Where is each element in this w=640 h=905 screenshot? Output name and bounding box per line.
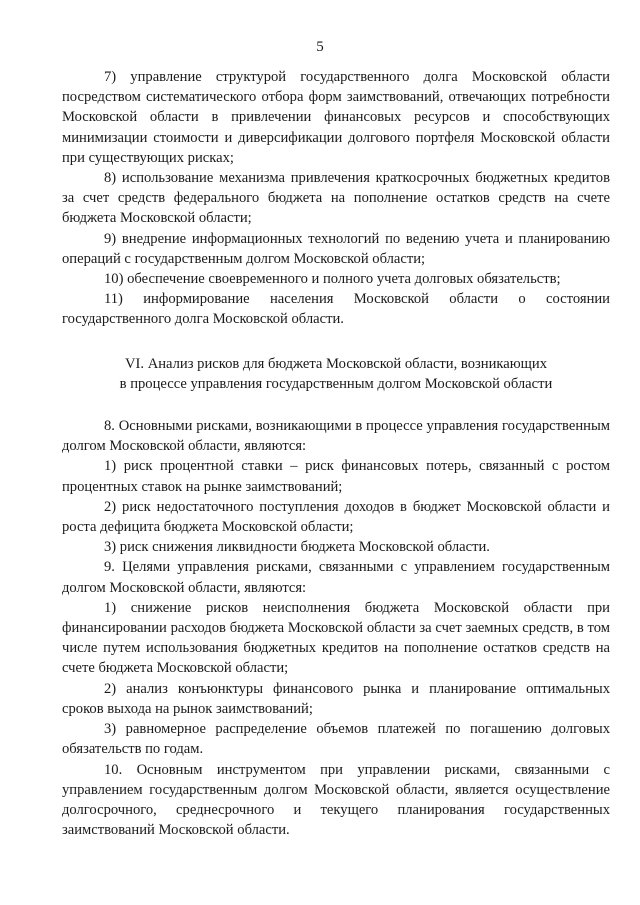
paragraph-risk-2: 2) риск недостаточного поступления доходов в бюджет Московской области и роста дефицита бюджета Московской области; — [62, 498, 610, 536]
spacer — [62, 394, 610, 416]
spacer — [62, 330, 610, 354]
paragraph-goal-1: 1) снижение рисков неисполнения бюджета Московской области при финансировании расходов бюджета Московской области за счет заемных средств, в том числе путем использования бюджетных кредитов на пополнение остатков средств на счете бюджета Московской области; — [62, 599, 610, 677]
section-heading-line-1: VI. Анализ рисков для бюджета Московской области, возникающих — [125, 355, 547, 372]
section-heading-line-2: в процессе управления государственным долгом Московской области — [119, 375, 553, 392]
paragraph-risk-3: 3) риск снижения ликвидности бюджета Московской области. — [104, 539, 490, 556]
paragraph-item-11: 11) информирование населения Московской области о состоянии государственного долга Московской области. — [62, 291, 610, 328]
paragraph-risk-1: 1) риск процентной ставки – риск финансовых потерь, связанный с ростом процентных ставок на рынке заимствований; — [62, 458, 610, 495]
paragraph-item-8: 8) использование механизма привлечения краткосрочных бюджетных кредитов за счет средств федерального бюджета на пополнение остатков средств на счете бюджета Московской области; — [62, 170, 610, 227]
section-heading — [62, 354, 610, 394]
paragraph-item-10: 10) обеспечение своевременного и полного учета долговых обязательств; — [104, 271, 561, 288]
paragraph-item-7: 7) управление структурой государственного долга Московской области посредством систематического отбора форм заимствований, отвечающих потребности Московской области в привлечении финансовых ресурсов и способствующих минимизации стоимости и диверсификации долгового портфеля Московской области при существующих рисках; — [62, 69, 610, 166]
paragraph-goal-3: 3) равномерное распределение объемов платежей по погашению долговых обязательств по годам. — [62, 721, 610, 758]
document-body — [62, 67, 610, 840]
paragraph-clause-10: 10. Основным инструментом при управлении рисками, связанными с управлением государственным долгом Московской области, является осуществление долгосрочного, среднесрочного и текущего планирования государственных заимствований Московской области. — [62, 761, 610, 839]
paragraph-clause-9: 9. Целями управления рисками, связанными с управлением государственным долгом Московской области, являются: — [62, 559, 610, 596]
paragraph-goal-2: 2) анализ конъюнктуры финансового рынка и планирование оптимальных сроков выхода на рынок заимствований; — [62, 680, 610, 717]
paragraph-item-9: 9) внедрение информационных технологий по ведению учета и планированию операций с государственным долгом Московской области; — [62, 230, 610, 267]
paragraph-clause-8: 8. Основными рисками, возникающими в процессе управления государственным долгом Московской области, являются: — [62, 418, 610, 455]
page-number: 5 — [316, 39, 324, 55]
